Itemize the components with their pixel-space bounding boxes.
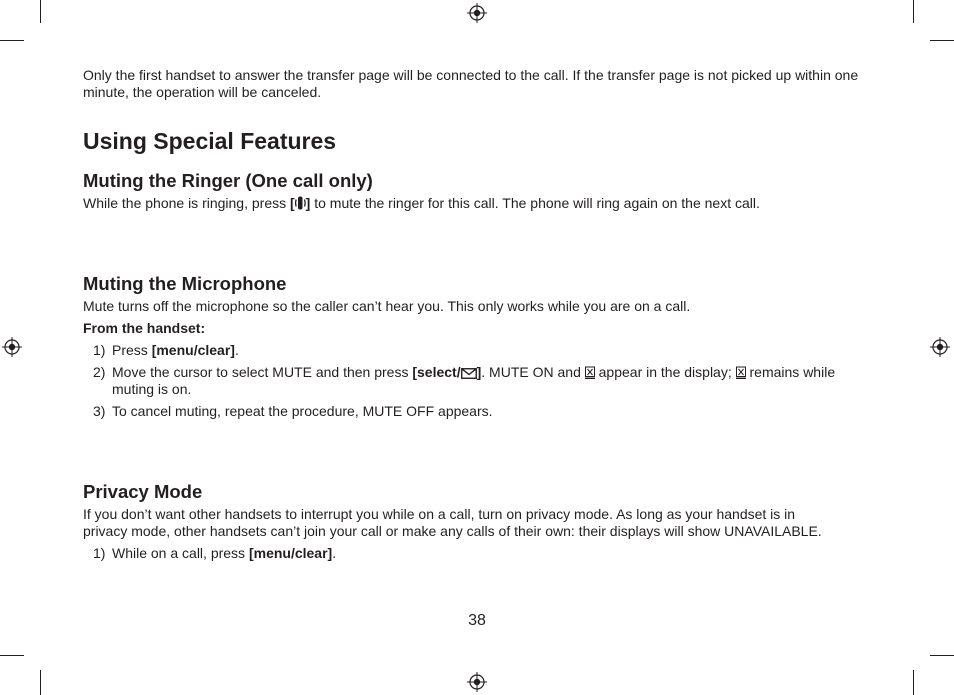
crop-mark bbox=[0, 655, 24, 656]
page-number: 38 bbox=[468, 612, 486, 629]
from-handset-label: From the handset: bbox=[83, 320, 206, 336]
mute-indicator-icon bbox=[585, 365, 595, 379]
menu-clear-button-label: [menu/clear] bbox=[248, 545, 333, 561]
privacy-heading: Privacy Mode bbox=[83, 481, 203, 502]
talk-button-label: [ ] bbox=[290, 195, 311, 211]
select-button-label: [select/ ] bbox=[412, 364, 482, 380]
list-item: 3) To cancel muting, repeat the procedure, MUTE OFF appears. bbox=[93, 403, 493, 419]
ringer-text-after: to mute the ringer for this call. The phone will ring again on the next call. bbox=[310, 195, 760, 211]
menu-clear-button-label: [menu/clear] bbox=[151, 342, 235, 358]
crop-mark bbox=[930, 40, 954, 41]
ringer-paragraph bbox=[83, 195, 873, 212]
crop-mark bbox=[930, 655, 954, 656]
envelope-icon bbox=[461, 368, 477, 379]
list-item: 1) Press [menu/clear]. bbox=[93, 342, 239, 358]
handset-talk-icon bbox=[295, 196, 306, 210]
section-title: Using Special Features bbox=[83, 128, 337, 154]
ringer-text-before: While the phone is ringing, press bbox=[83, 195, 290, 211]
crop-mark bbox=[40, 670, 41, 695]
list-item: 2) Move the cursor to select MUTE and then press [select/ ]. MUTE ON and appear in the display; remains while muting is on. bbox=[93, 364, 836, 397]
microphone-heading: Muting the Microphone bbox=[83, 273, 287, 294]
registration-mark-icon bbox=[467, 672, 487, 692]
privacy-paragraph: If you don’t want other handsets to interrupt you while on a call, turn on privacy mode. As long as your handset is in privacy mode, other handsets can’t join your call or make any calls of their own: their displays will show UNAVAILABLE. bbox=[83, 506, 822, 539]
crop-mark bbox=[0, 40, 24, 41]
crop-mark bbox=[913, 0, 914, 23]
microphone-paragraph: Mute turns off the microphone so the caller can’t hear you. This only works while you are on a call. bbox=[83, 298, 691, 314]
registration-mark-icon bbox=[2, 337, 22, 357]
mute-indicator-icon bbox=[736, 365, 746, 379]
crop-mark bbox=[40, 0, 41, 23]
list-item: 1) While on a call, press [menu/clear]. bbox=[93, 545, 337, 561]
crop-mark bbox=[913, 670, 914, 695]
ringer-heading: Muting the Ringer (One call only) bbox=[83, 170, 373, 191]
registration-mark-icon bbox=[930, 337, 950, 357]
intro-paragraph: Only the first handset to answer the transfer page will be connected to the call. If the transfer page is not picked up within one minute, the operation will be canceled. bbox=[83, 67, 859, 100]
registration-mark-icon bbox=[467, 3, 487, 23]
page-content bbox=[83, 67, 873, 562]
